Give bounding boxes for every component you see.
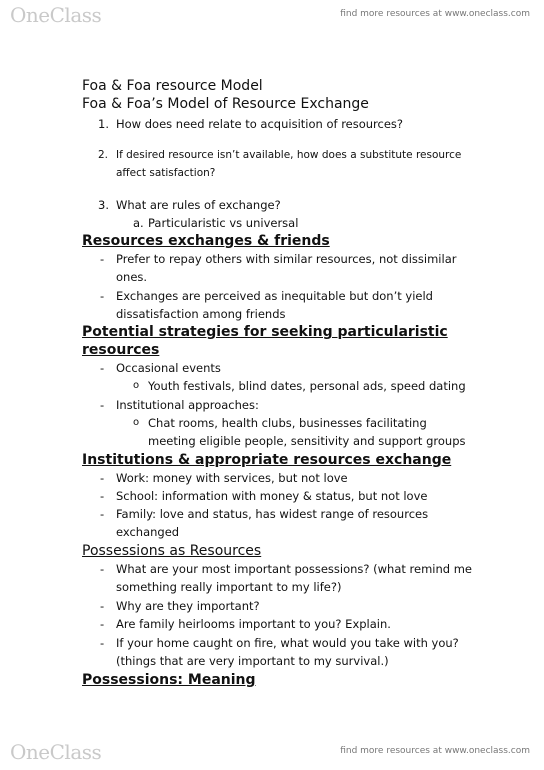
list-item: Are family heirlooms important to you? Explain. [116,617,391,631]
list-item-cont: affect satisfaction? [116,167,216,179]
list-item-cont: exchanged [116,525,180,539]
bullet-dash: - [100,562,105,576]
heading-friends: Resources exchanges & friends [82,233,330,249]
list-item: Why are they important? [116,599,260,613]
list-item: Family: love and status, has widest range of resources [116,507,429,521]
list-item: Particularistic vs universal [148,216,299,230]
list-item: Work: money with services, but not love [116,471,348,485]
list-item: Institutional approaches: [116,398,259,412]
list-item-cont: (things that are very important to my survival.) [116,654,389,668]
bullet-dash: - [100,599,105,613]
list-item: How does need relate to acquisition of resources? [116,117,404,131]
list-item: Chat rooms, health clubs, businesses facilitating [148,416,427,430]
bullet-circle: o [133,417,140,428]
heading-possessions: Possessions as Resources [82,543,262,559]
heading-foa-model: Foa & Foa resource Model [82,78,263,94]
bullet-dash: - [100,361,105,375]
bullet-dash: - [100,289,105,303]
list-item: Youth festivals, blind dates, personal ads, speed dating [148,379,466,393]
list-item-cont: ones. [116,270,148,284]
heading-possessions-meaning: Possessions: Meaning [82,672,256,688]
bullet-dash: - [100,252,105,266]
list-item-cont: dissatisfaction among friends [116,307,286,321]
heading-strategies-cont: resources [82,342,160,358]
heading-resource-exchange: Foa & Foa’s Model of Resource Exchange [82,96,369,112]
list-item: If your home caught on fire, what would you take with you? [116,636,459,650]
list-item: If desired resource isn’t available, how does a substitute resource [116,149,462,161]
list-item: What are rules of exchange? [116,198,281,212]
bullet-dash: - [100,617,105,631]
list-item: School: information with money & status, but not love [116,489,428,503]
list-item-cont: meeting eligible people, sensitivity and support groups [148,434,466,448]
list-item: Occasional events [116,361,221,375]
list-number: 3. [98,198,109,212]
list-number: 1. [98,117,109,131]
list-letter: a. [133,216,144,230]
oneclass-logo: OneClass [10,3,102,27]
heading-institutions: Institutions & appropriate resources exchange [82,452,452,468]
bullet-dash: - [100,489,105,503]
find-more-link-footer[interactable]: find more resources at www.oneclass.com [340,746,530,756]
list-item: Exchanges are perceived as inequitable but don’t yield [116,289,433,303]
heading-strategies: Potential strategies for seeking particularistic [82,324,448,340]
list-item: Prefer to repay others with similar resources, not dissimilar [116,252,457,266]
bullet-dash: - [100,398,105,412]
bullet-dash: - [100,471,105,485]
bullet-dash: - [100,636,105,650]
list-item: What are your most important possessions? (what remind me [116,562,473,576]
oneclass-logo-footer: OneClass [10,740,102,764]
list-item-cont: something really important to my life?) [116,580,342,594]
bullet-circle: o [133,380,140,391]
find-more-link[interactable]: find more resources at www.oneclass.com [340,9,530,19]
list-number: 2. [98,149,109,161]
bullet-dash: - [100,507,105,521]
